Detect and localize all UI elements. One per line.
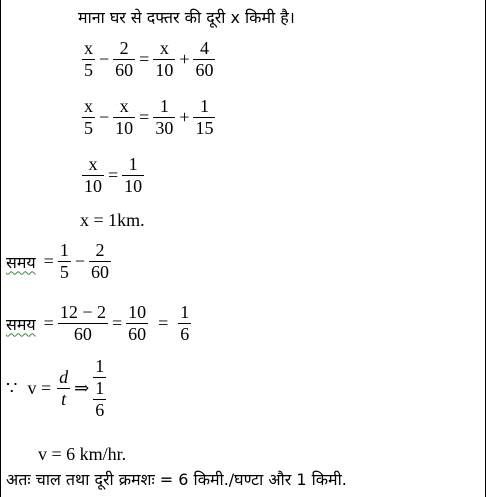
fraction: $\frac{4}{60}$ — [195, 38, 214, 80]
fraction: $\frac{x}{10}$ — [84, 154, 102, 196]
conclusion-text: अतः चाल तथा दूरी क्रमशः = 6 किमी./घण्टा और 1 किमी. — [6, 470, 347, 489]
fraction: $\frac{10}{60}$ — [128, 302, 147, 344]
fraction: $\frac{1}{6}$ — [180, 302, 190, 344]
fraction: $\frac{1}{15}$ — [195, 96, 214, 138]
result-x: x = 1km. — [80, 210, 145, 230]
result-v: v = 6 km/hr. — [38, 444, 127, 464]
time-equation-2: समय = $\frac{12 - 2}{60}$ = $\frac{10}{60}$ = $\frac{1}{6}$ — [6, 302, 190, 344]
implies-arrow: ⇒ — [74, 378, 90, 398]
equation-3: $\frac{x}{10}$ = $\frac{1}{10}$ — [84, 154, 143, 196]
because-symbol: ∵ — [6, 378, 18, 398]
left-border — [0, 0, 1, 497]
time-label: समय — [6, 252, 36, 272]
fraction: $\frac{x}{5}$ — [84, 38, 93, 80]
velocity-equation — [6, 356, 108, 421]
fraction: $\frac{1}{10}$ — [124, 154, 143, 196]
equation-2: $\frac{x}{5}$ − $\frac{x}{10}$ = $\frac{1}{30}$ + $\frac{1}{15}$ — [84, 96, 214, 138]
time-equation-1: समय = $\frac{1}{5}$ − $\frac{2}{60}$ — [6, 240, 109, 282]
equation-1: $\frac{x}{5}$ − $\frac{2}{60}$ = $\frac{x}{10}$ + $\frac{4}{60}$ — [84, 38, 214, 80]
fraction: $\frac{x}{10}$ — [155, 38, 174, 80]
velocity-lhs: v = — [27, 378, 52, 398]
fraction: $\frac{2}{60}$ — [90, 240, 109, 282]
intro-text: माना घर से दफ्तर की दूरी x किमी है। — [78, 8, 295, 27]
nested-fraction: $\frac{1}{\frac{1}{6}}$ — [95, 356, 105, 420]
inner-fraction: $\frac{1}{6}$ — [95, 378, 105, 420]
fraction: $\frac{1}{30}$ — [155, 96, 174, 138]
fraction: $\frac{x}{10}$ — [115, 96, 134, 138]
fraction: $\frac{12 - 2}{60}$ — [59, 302, 106, 344]
fraction: $\frac{1}{5}$ — [59, 240, 69, 282]
time-label: समय — [6, 314, 36, 334]
fraction: $\frac{2}{60}$ — [115, 38, 134, 80]
fraction: $\frac{x}{5}$ — [84, 96, 93, 138]
fraction-d-over-t: $\frac{d}{t}$ — [59, 367, 69, 409]
